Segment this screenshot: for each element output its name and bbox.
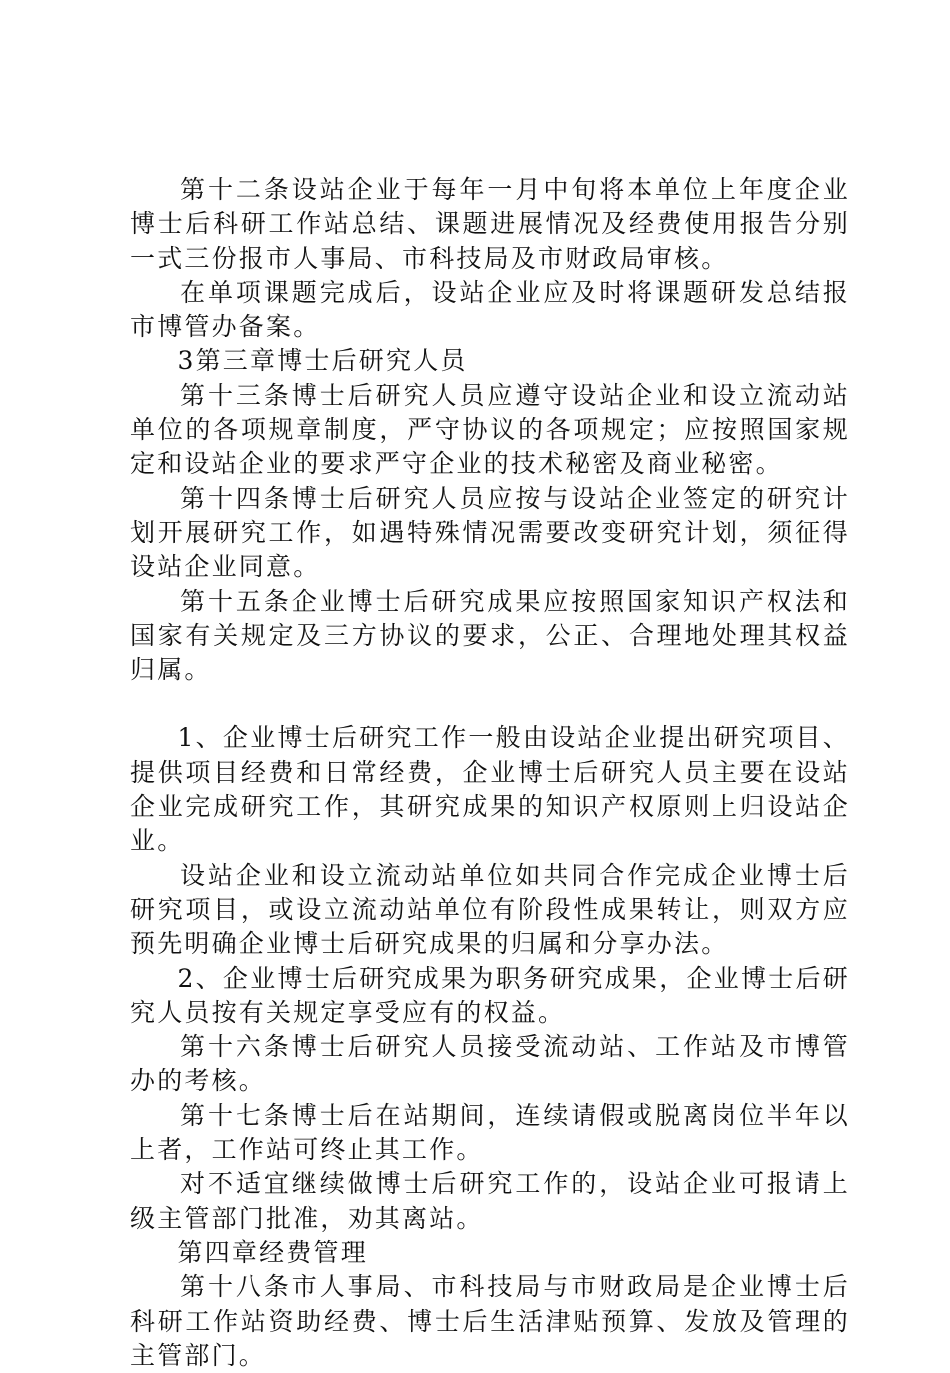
article-15-paragraph: 第十五条企业博士后研究成果应按照国家知识产权法和国家有关规定及三方协议的要求，公正、合理地处理其权益归属。: [130, 586, 850, 685]
article-13-paragraph: 第十三条博士后研究人员应遵守设站企业和设立流动站单位的各项规章制度，严守协议的各项规定；应按照国家规定和设站企业的要求严守企业的技术秘密及商业秘密。: [130, 380, 850, 479]
article-12-followup-paragraph: 在单项课题完成后，设站企业应及时将课题研发总结报市博管办备案。: [130, 277, 850, 342]
document-body: [130, 173, 850, 1373]
item-1-paragraph: 1、企业博士后研究工作一般由设站企业提出研究项目、提供项目经费和日常经费，企业博士后研究人员主要在设站企业完成研究工作，其研究成果的知识产权原则上归设站企业。: [130, 723, 850, 856]
chapter-4-heading: 第四章经费管理: [177, 1237, 368, 1267]
article-16-paragraph: 第十六条博士后研究人员接受流动站、工作站及市博管办的考核。: [130, 1032, 850, 1096]
paragraph-spacer: [130, 687, 850, 721]
article-17-followup-paragraph: 对不适宜继续做博士后研究工作的，设站企业可报请上级主管部门批准，劝其离站。: [130, 1169, 850, 1233]
chapter-3-heading: 3第三章博士后研究人员: [177, 346, 468, 376]
article-12-paragraph: 第十二条设站企业于每年一月中旬将本单位上年度企业博士后科研工作站总结、课题进展情况及经费使用报告分别一式三份报市人事局、市科技局及市财政局审核。: [130, 175, 850, 273]
article-18-paragraph: 第十八条市人事局、市科技局与市财政局是企业博士后科研工作站资助经费、博士后生活津贴预算、发放及管理的主管部门。: [130, 1272, 850, 1370]
item-1-followup-paragraph: 设站企业和设立流动站单位如共同合作完成企业博士后研究项目，或设立流动站单位有阶段性成果转让，则双方应预先明确企业博士后研究成果的归属和分享办法。: [130, 860, 850, 959]
item-2-paragraph: 2、企业博士后研究成果为职务研究成果，企业博士后研究人员按有关规定享受应有的权益。: [130, 963, 850, 1027]
article-14-paragraph: 第十四条博士后研究人员应按与设站企业签定的研究计划开展研究工作，如遇特殊情况需要改变研究计划，须征得设站企业同意。: [130, 483, 850, 582]
article-17-paragraph: 第十七条博士后在站期间，连续请假或脱离岗位半年以上者，工作站可终止其工作。: [130, 1100, 850, 1165]
